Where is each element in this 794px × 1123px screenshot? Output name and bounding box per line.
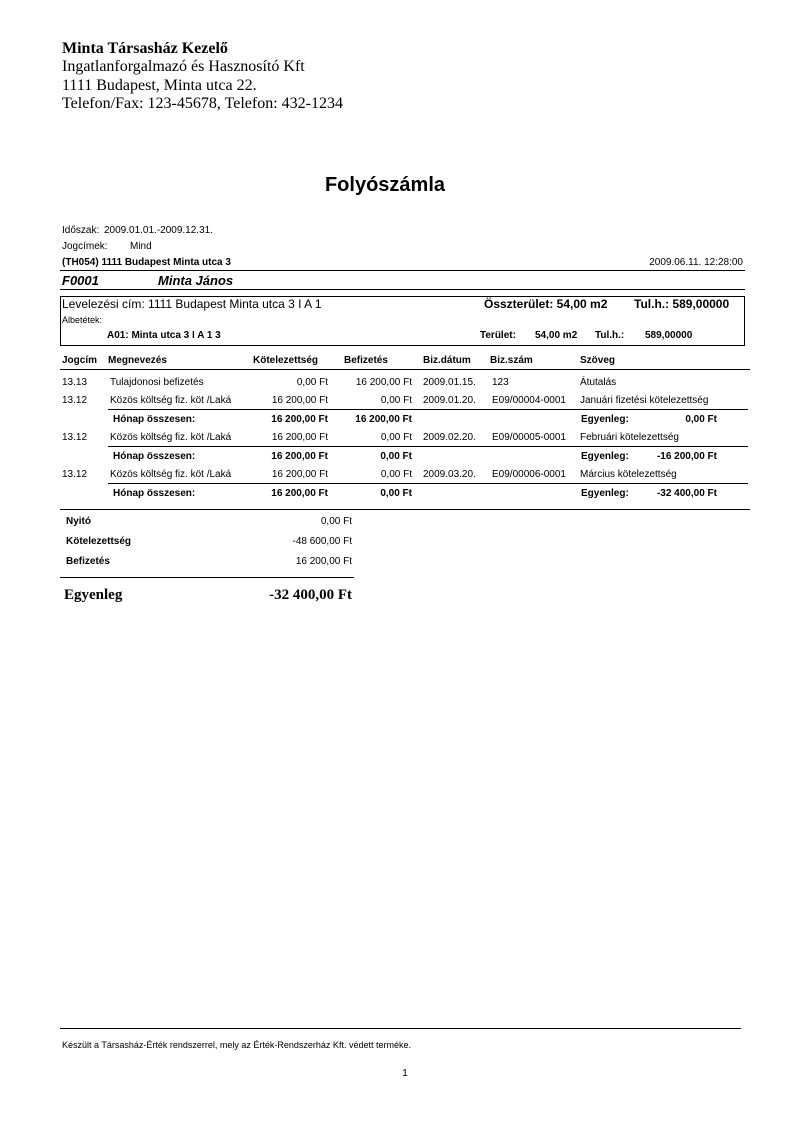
jogcim-filter-value: Mind: [130, 241, 152, 252]
summary-befizetes-label: Befizetés: [66, 556, 110, 567]
footer-text: Készült a Társasház-Érték rendszerrel, mely az Érték-Rendszerház Kft. védett terméke.: [62, 1040, 411, 1050]
row3-megnevezes: Közös költség fiz. köt /Laká: [110, 432, 232, 443]
row3-szoveg: Februári kötelezettség: [580, 432, 679, 443]
summary-nyito-label: Nyitó: [66, 516, 91, 527]
period-value: 2009.01.01.-2009.12.31.: [104, 225, 213, 236]
summary-befizetes-value: 16 200,00 Ft: [295, 556, 352, 567]
col-header-bizszam: Biz.szám: [490, 355, 533, 366]
albetetek-label: Albetétek:: [62, 315, 103, 325]
unit-area-label: Terület:: [480, 330, 516, 341]
row2-megnevezes: Közös költség fiz. köt /Laká: [110, 395, 232, 406]
row2-szam: E09/00004-0001: [492, 395, 566, 406]
subtotal-divider: [108, 409, 748, 410]
row1-kotelezettseg: 0,00 Ft: [296, 377, 328, 388]
subtotal3-egyenleg-label: Egyenleg:: [581, 488, 629, 499]
subtotal-divider: [108, 446, 748, 447]
owner-code: F0001: [62, 273, 99, 288]
mailing-address: Levelezési cím: 1111 Budapest Minta utca 3 I A 1: [62, 297, 322, 311]
row1-szam: 123: [492, 377, 509, 388]
unit-label: A01: Minta utca 3 I A 1 3: [107, 330, 221, 341]
row4-szam: E09/00006-0001: [492, 469, 566, 480]
row3-datum: 2009.02.20.: [423, 432, 476, 443]
total-area: Összterület: 54,00 m2: [484, 297, 608, 311]
company-address-line1: Ingatlanforgalmazó és Hasznosító Kft: [62, 58, 305, 75]
row2-szoveg: Januári fizetési kötelezettség: [580, 395, 709, 406]
row4-jogcim: 13.12: [62, 469, 88, 480]
page-title: Folyószámla: [324, 174, 446, 196]
row4-befizetes: 0,00 Ft: [380, 469, 412, 480]
table-header-divider: [60, 369, 750, 370]
row2-befizetes: 0,00 Ft: [380, 395, 412, 406]
row3-kotelezettseg: 16 200,00 Ft: [271, 432, 328, 443]
row1-szoveg: Átutalás: [580, 377, 617, 388]
page-number: 1: [402, 1068, 408, 1079]
col-header-megnevezes: Megnevezés: [108, 355, 167, 366]
owner-name: Minta János: [158, 273, 234, 288]
unit-tulh-label: Tul.h.:: [595, 330, 625, 341]
print-timestamp: 2009.06.11. 12:28:00: [649, 257, 743, 268]
row4-megnevezes: Közös költség fiz. köt /Laká: [110, 469, 232, 480]
subtotal3-label: Hónap összesen:: [113, 488, 196, 499]
unit-area-value: 54,00 m2: [535, 330, 578, 341]
subtotal2-egyenleg: -16 200,00 Ft: [656, 451, 717, 462]
row1-megnevezes: Tulajdonosi befizetés: [110, 377, 204, 388]
row3-szam: E09/00005-0001: [492, 432, 566, 443]
row4-szoveg: Március kötelezettség: [580, 469, 677, 480]
summary-kotelezettseg-value: -48 600,00 Ft: [292, 536, 352, 547]
summary-kotelezettseg-label: Kötelezettség: [66, 536, 132, 547]
summary-egyenleg-label: Egyenleg: [64, 587, 123, 603]
row2-kotelezettseg: 16 200,00 Ft: [271, 395, 328, 406]
subtotal1-egyenleg-label: Egyenleg:: [581, 414, 629, 425]
subtotal2-befizetes: 0,00 Ft: [380, 451, 412, 462]
row1-jogcim: 13.13: [62, 377, 88, 388]
unit-tulh-value: 589,00000: [645, 330, 693, 341]
jogcim-filter-label: Jogcímek:: [62, 241, 108, 252]
row2-datum: 2009.01.20.: [423, 395, 476, 406]
summary-nyito-value: 0,00 Ft: [320, 516, 352, 527]
col-header-bizdatum: Biz.dátum: [423, 355, 471, 366]
col-header-szoveg: Szöveg: [580, 355, 616, 366]
divider: [60, 270, 745, 271]
row4-kotelezettseg: 16 200,00 Ft: [271, 469, 328, 480]
divider: [60, 289, 745, 290]
row2-jogcim: 13.12: [62, 395, 88, 406]
company-address-line2: 1111 Budapest, Minta utca 22.: [62, 77, 257, 94]
col-header-jogcim: Jogcím: [62, 355, 98, 366]
subtotal3-egyenleg: -32 400,00 Ft: [656, 488, 717, 499]
subtotal3-befizetes: 0,00 Ft: [380, 488, 412, 499]
footer-divider: [60, 1028, 741, 1029]
period-label: Időszak:: [62, 225, 100, 236]
subtotal3-kotelezettseg: 16 200,00 Ft: [271, 488, 328, 499]
subtotal-divider: [108, 483, 748, 484]
building-label: (TH054) 1111 Budapest Minta utca 3: [62, 257, 231, 268]
row4-datum: 2009.03.20.: [423, 469, 476, 480]
company-contact-line: Telefon/Fax: 123-45678, Telefon: 432-1234: [62, 95, 343, 112]
row3-befizetes: 0,00 Ft: [380, 432, 412, 443]
subtotal2-kotelezettseg: 16 200,00 Ft: [271, 451, 328, 462]
row1-datum: 2009.01.15.: [423, 377, 476, 388]
summary-egyenleg-value: -32 400,00 Ft: [269, 587, 352, 603]
summary-divider: [60, 577, 354, 578]
subtotal2-egyenleg-label: Egyenleg:: [581, 451, 629, 462]
col-header-befizetes: Befizetés: [344, 355, 388, 366]
ownership-ratio: Tul.h.: 589,00000: [634, 297, 730, 311]
company-name: Minta Társasház Kezelő: [62, 40, 228, 57]
subtotal1-label: Hónap összesen:: [113, 414, 196, 425]
row3-jogcim: 13.12: [62, 432, 88, 443]
subtotal1-kotelezettseg: 16 200,00 Ft: [271, 414, 328, 425]
col-header-kotelezettseg: Kötelezettség: [253, 355, 319, 366]
subtotal2-label: Hónap összesen:: [113, 451, 196, 462]
subtotal1-egyenleg: 0,00 Ft: [685, 414, 717, 425]
subtotal1-befizetes: 16 200,00 Ft: [355, 414, 412, 425]
table-bottom-divider: [60, 509, 750, 510]
row1-befizetes: 16 200,00 Ft: [355, 377, 412, 388]
